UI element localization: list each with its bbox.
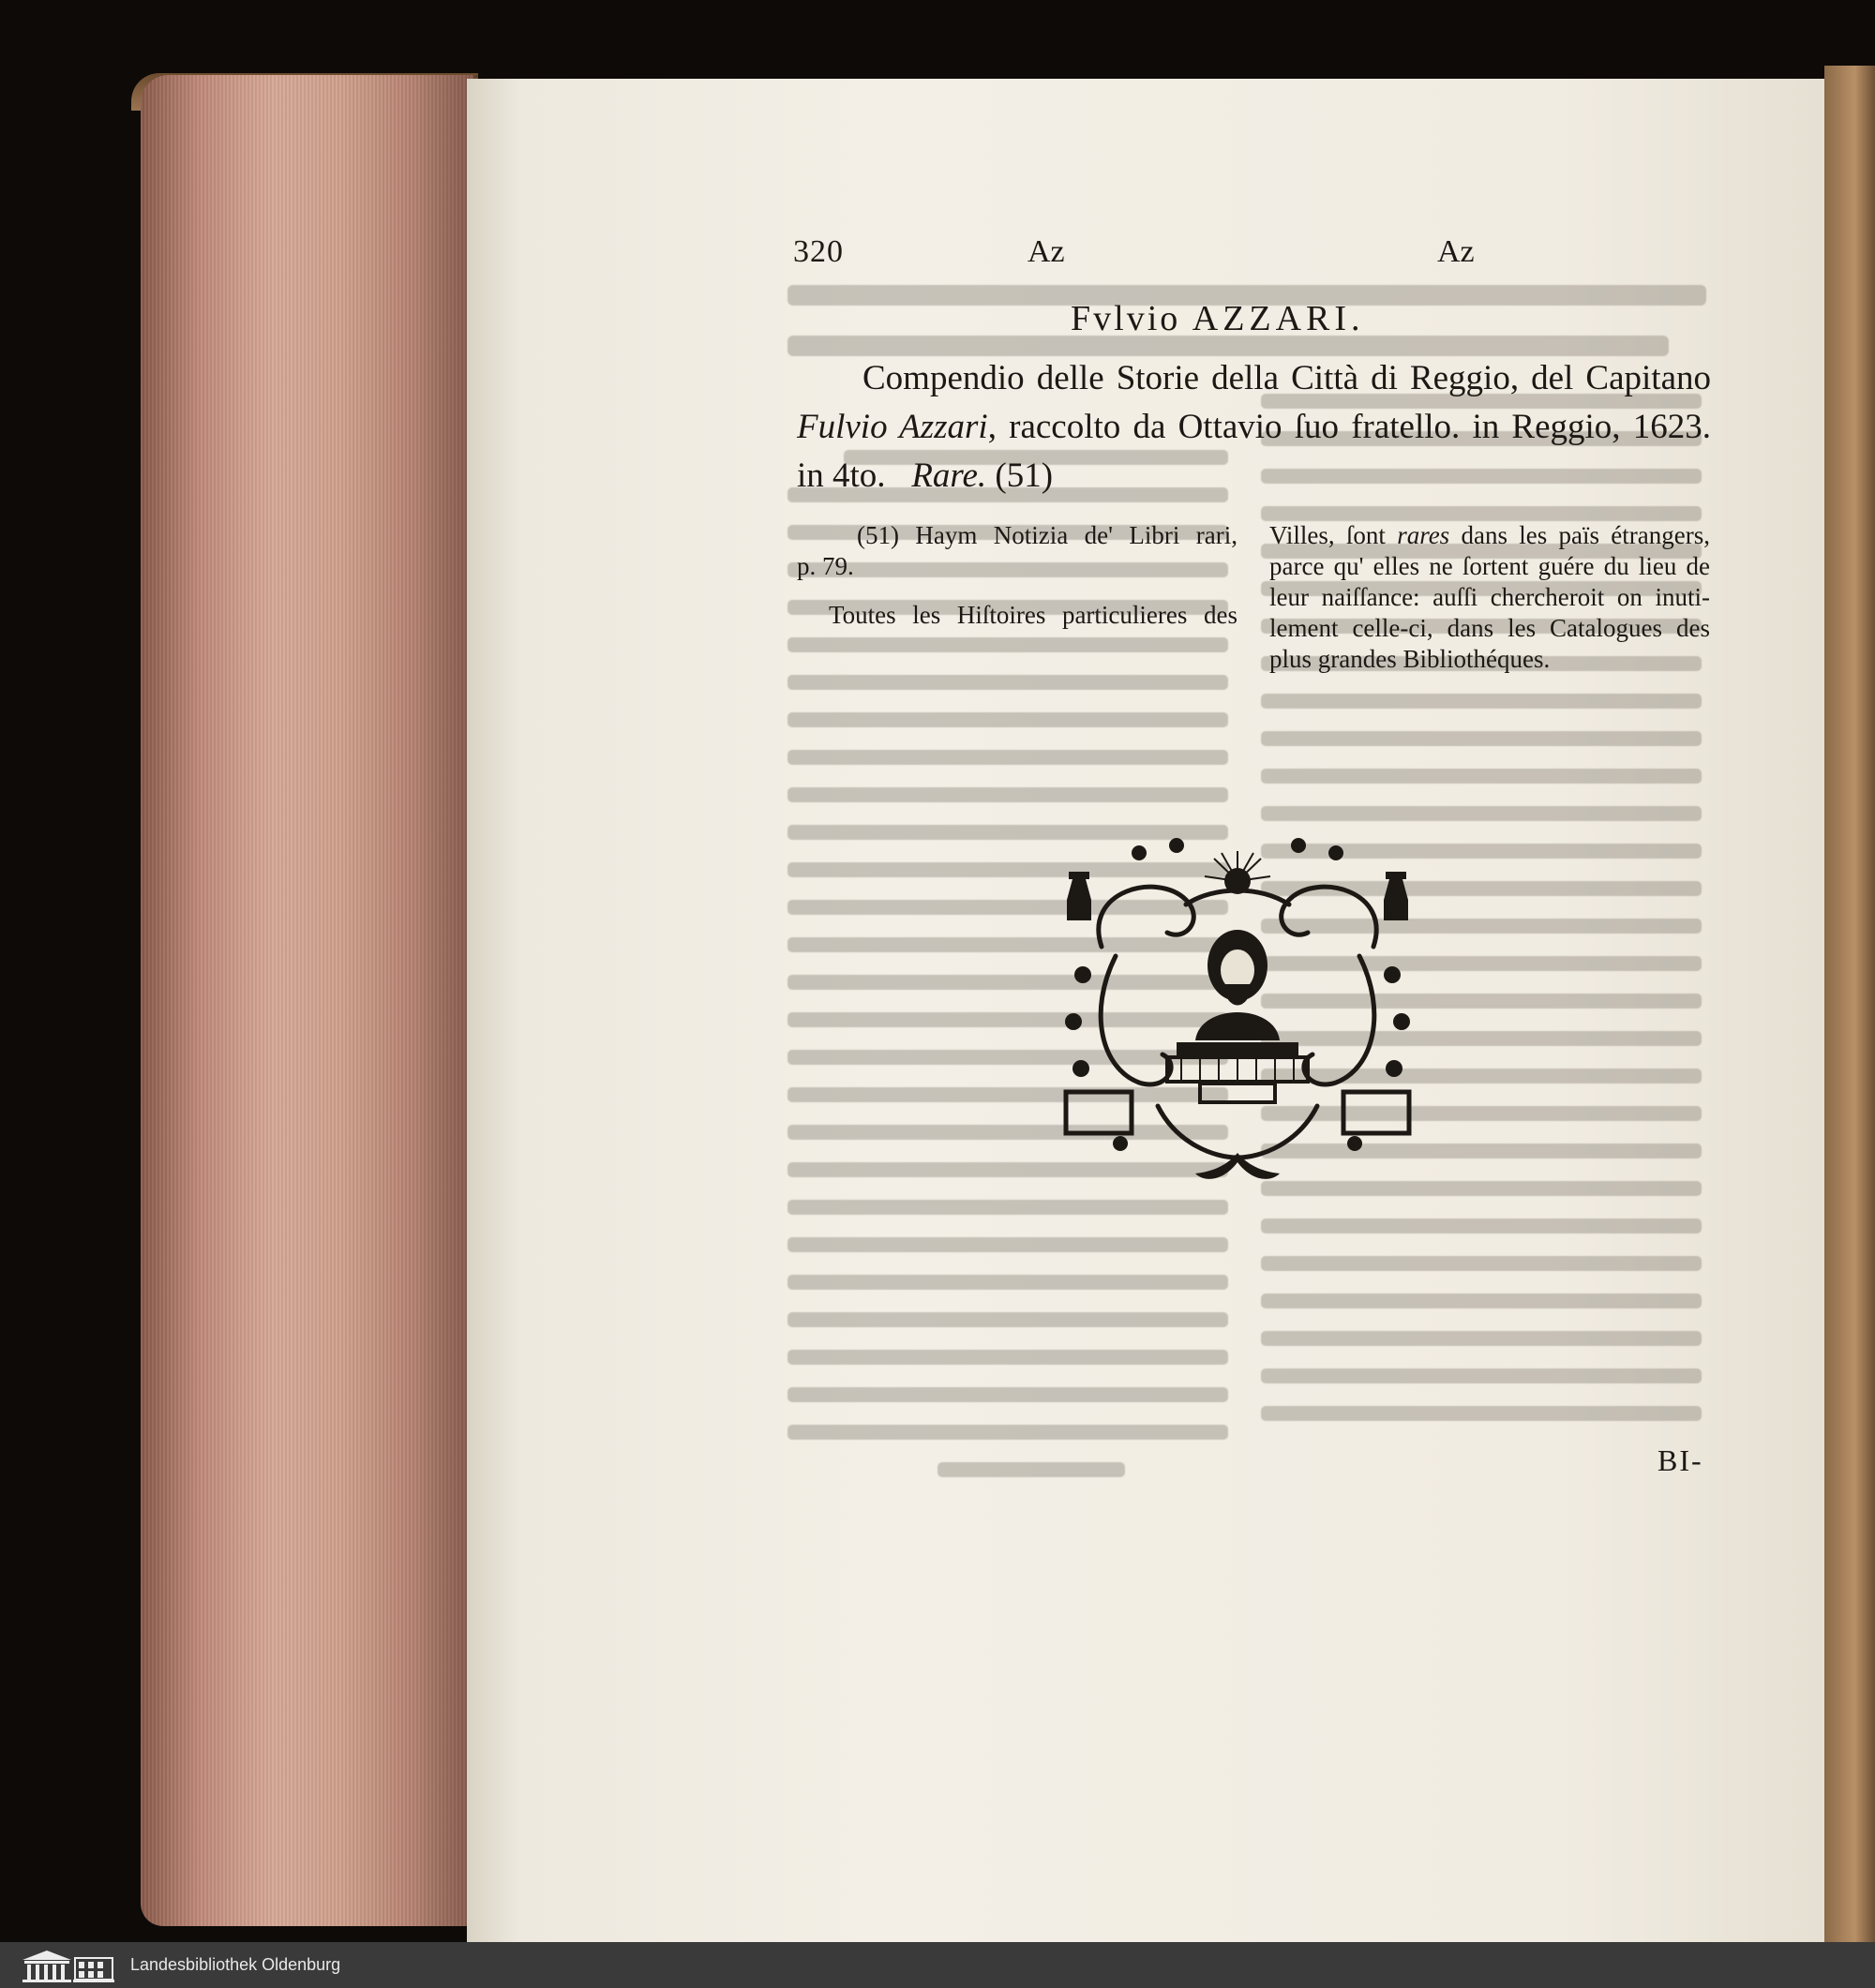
entry-text [797,354,1711,501]
library-building-icon [19,1947,117,1984]
running-head-right: Az [1437,234,1475,269]
footnote-line: Villes, ſont rares dans les païs étrangers, [1269,521,1710,549]
footnote-line: parce qu' elles ne ſortent guére du lieu de [1269,552,1710,580]
catchword: BI- [1658,1443,1703,1477]
library-name: Landesbibliothek Oldenburg [130,1955,341,1974]
running-head-left: Az [1028,234,1065,269]
page-number: 320 [793,234,844,269]
entry-line: Fulvio Azzari, raccolto da Ottavio ſuo fratello. in Reggio, 1623. [797,408,1711,446]
entry-title-forename: Fvlvio [1071,299,1181,338]
footnote-column-left [797,520,1238,631]
entry-line: Compendio delle Storie della Città di Reggio, del Capitano [862,359,1711,397]
entry-title [1071,298,1365,339]
woodcut-tailpiece-ornament [1045,834,1430,1209]
footnote-line: (51) Haym Notizia de' Libri rari, [857,521,1238,549]
footnote-column-right [1269,520,1710,675]
book-board-right [1824,66,1875,1942]
footnote-line: Toutes les Hiſtoires particulieres des [829,601,1238,629]
entry-title-surname: AZZARI. [1192,299,1365,338]
footer-bar [0,1942,1875,1988]
entry-line: in 4to. Rare. (51) [797,456,1054,495]
footnote-line: plus grandes Bibliothéques. [1269,645,1551,673]
sun-face-icon [1205,851,1270,894]
footnote-line: p. 79. [797,552,854,580]
footnote-line: lement celle-ci, dans les Catalogues des [1269,614,1710,642]
portrait-bust-icon [1195,930,1280,1040]
footnote-line: leur naiſſance: auſſi chercheroit on inuti- [1269,583,1710,611]
